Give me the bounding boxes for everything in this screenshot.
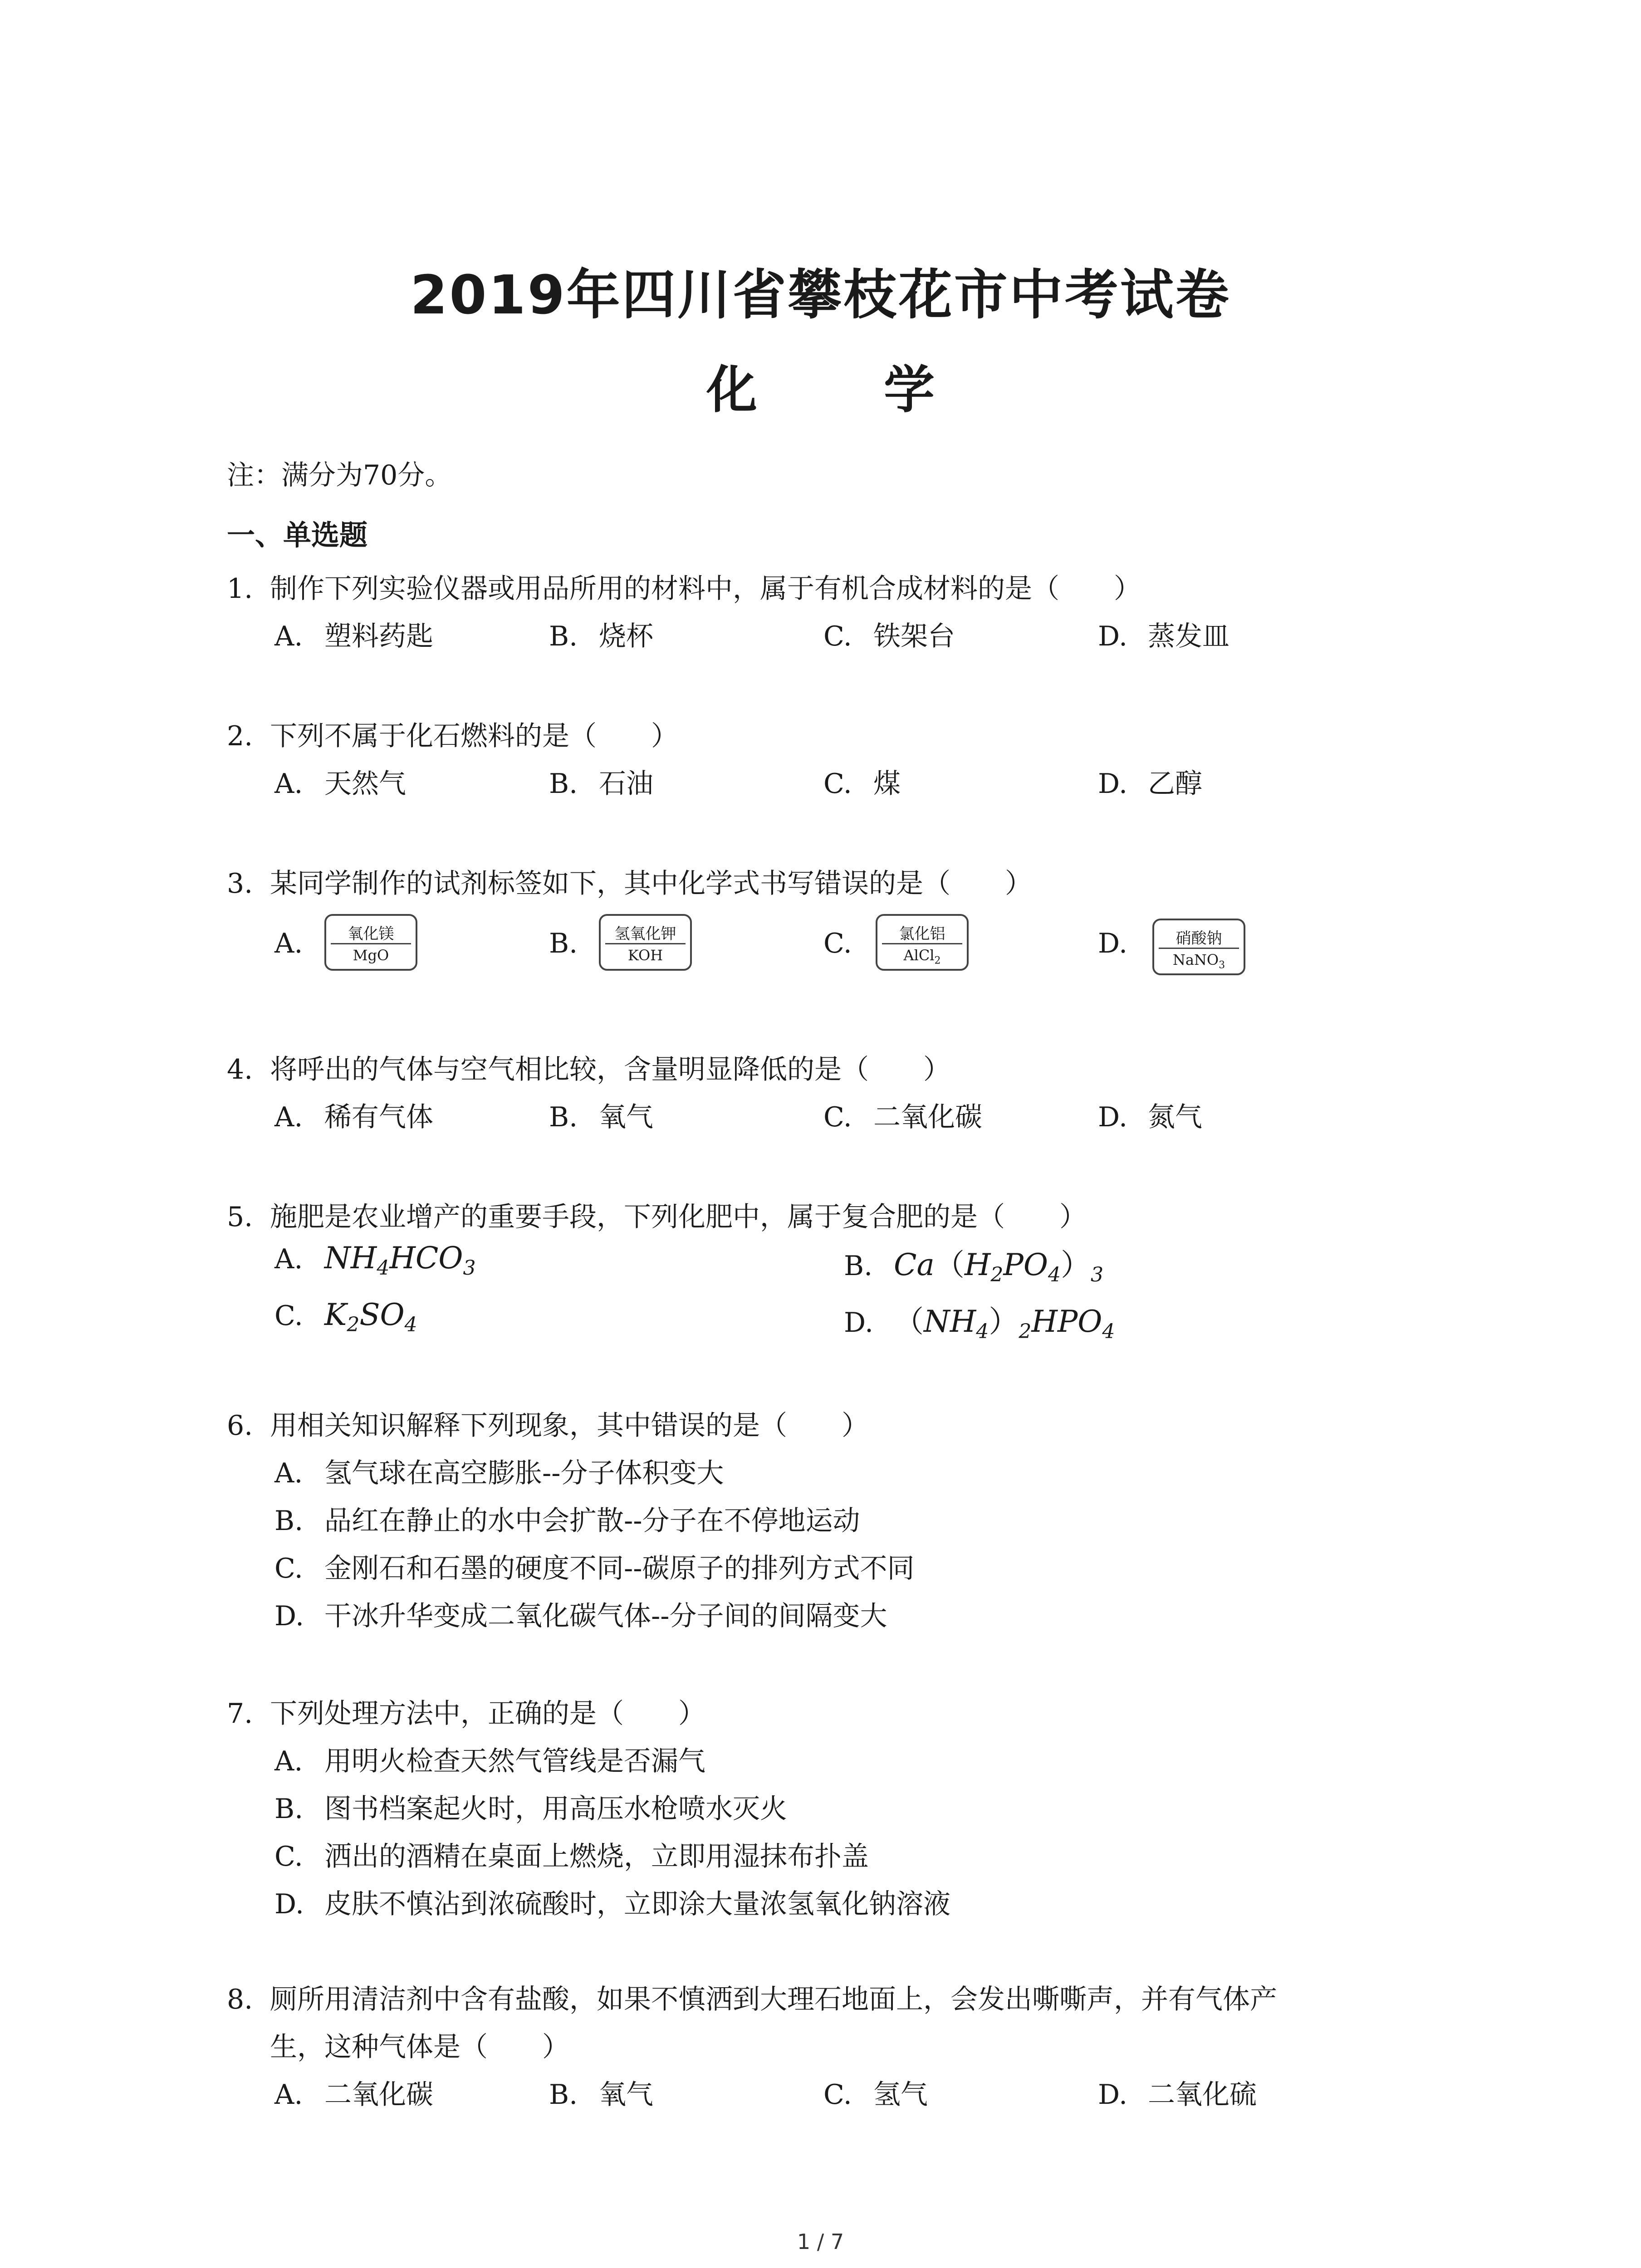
option-d: D. $(NH_4)_2HPO_4$ [844,1304,1115,1344]
option-b: B. 图书档案起火时，用高压水枪喷水灭火 [274,1793,787,1825]
option-d: D. 皮肤不慎沾到浓硫酸时，立即涂大量浓氢氧化钠溶液 [274,1888,950,1920]
option-d: D. 蒸发皿 [1098,621,1230,652]
option-a: A. 稀有气体 [274,1101,433,1133]
question-8-continued: 生，这种气体是（ ） [270,2031,569,2063]
option-a: A. $NH_4HCO_3$ [274,1241,476,1280]
option-d: D. 乙醇 [1098,768,1202,800]
option-a: A. 氢气球在高空膨胀--分子体积变大 [274,1457,724,1489]
reagent-label-a: 氧化镁 MgO [324,914,417,971]
option-b: B. 氧气 [549,1101,653,1133]
option-b-letter: B. [549,928,578,959]
option-c: C. 氢气 [823,2079,928,2111]
option-c: C. 铁架台 [823,621,955,652]
question-5: 5. 施肥是农业增产的重要手段，下列化肥中，属于复合肥的是（ ） [227,1201,1087,1233]
formula-ca-h2po4-3: $Ca(H_2PO_4)_3$ [894,1247,1103,1287]
option-d: D. 二氧化硫 [1098,2079,1257,2111]
option-b: B. 品红在静止的水中会扩散--分子在不停地运动 [274,1505,860,1537]
subject-title: 化 学 [706,361,989,420]
option-d-letter: D. [1098,928,1128,959]
option-a-letter: A. [274,928,303,959]
option-c: C. $K_2SO_4$ [274,1297,417,1337]
option-b: B. $Ca(H_2PO_4)_3$ [844,1247,1103,1287]
option-c: C. 金刚石和石墨的硬度不同--碳原子的排列方式不同 [274,1553,915,1584]
option-a: A. 用明火检查天然气管线是否漏气 [274,1745,705,1777]
question-1: 1. 制作下列实验仪器或用品所用的材料中，属于有机合成材料的是（ ） [227,573,1141,605]
question-7: 7. 下列处理方法中，正确的是（ ） [227,1698,705,1730]
formula-nh4-2hpo4: $(NH_4)_2HPO_4$ [894,1304,1115,1344]
formula-nh4hco3: $NH_4HCO_3$ [324,1241,476,1280]
score-note: 注：满分为70分。 [227,459,452,491]
option-d: D. 干冰升华变成二氧化碳气体--分子间的间隔变大 [274,1600,887,1632]
option-b: B. 氧气 [549,2079,653,2111]
option-c: C. 煤 [823,768,901,800]
option-a: A. 二氧化碳 [274,2079,433,2111]
section-heading: 一、单选题 [227,518,368,552]
question-6: 6. 用相关知识解释下列现象，其中错误的是（ ） [227,1410,869,1442]
option-c: C. 二氧化碳 [823,1101,982,1133]
reagent-label-c: 氯化铝 AlCl$_2$ [876,914,969,971]
option-b: B. 石油 [549,768,653,800]
reagent-label-b: 氢氧化钾 KOH [599,914,692,971]
question-4: 4. 将呼出的气体与空气相比较，含量明显降低的是（ ） [227,1054,950,1085]
exam-title: 2019年四川省攀枝花市中考试卷 [410,264,1231,326]
option-a: A. 塑料药匙 [274,621,433,652]
option-b: B. 烧杯 [549,621,653,652]
reagent-label-d: 硝酸钠 NaNO$_3$ [1152,919,1245,975]
option-d: D. 氮气 [1098,1101,1202,1133]
option-c: C. 洒出的酒精在桌面上燃烧，立即用湿抹布扑盖 [274,1841,869,1872]
page-number: 1 / 7 [797,2229,844,2254]
formula-k2so4: $K_2SO_4$ [324,1297,417,1337]
option-a: A. 天然气 [274,768,406,800]
question-3: 3. 某同学制作的试剂标签如下，其中化学式书写错误的是（ ） [227,868,1032,899]
option-c-letter: C. [823,928,852,959]
question-2: 2. 下列不属于化石燃料的是（ ） [227,720,678,752]
question-8: 8. 厕所用清洁剂中含有盐酸，如果不慎洒到大理石地面上，会发出嘶嘶声，并有气体产 [227,1984,1277,2015]
